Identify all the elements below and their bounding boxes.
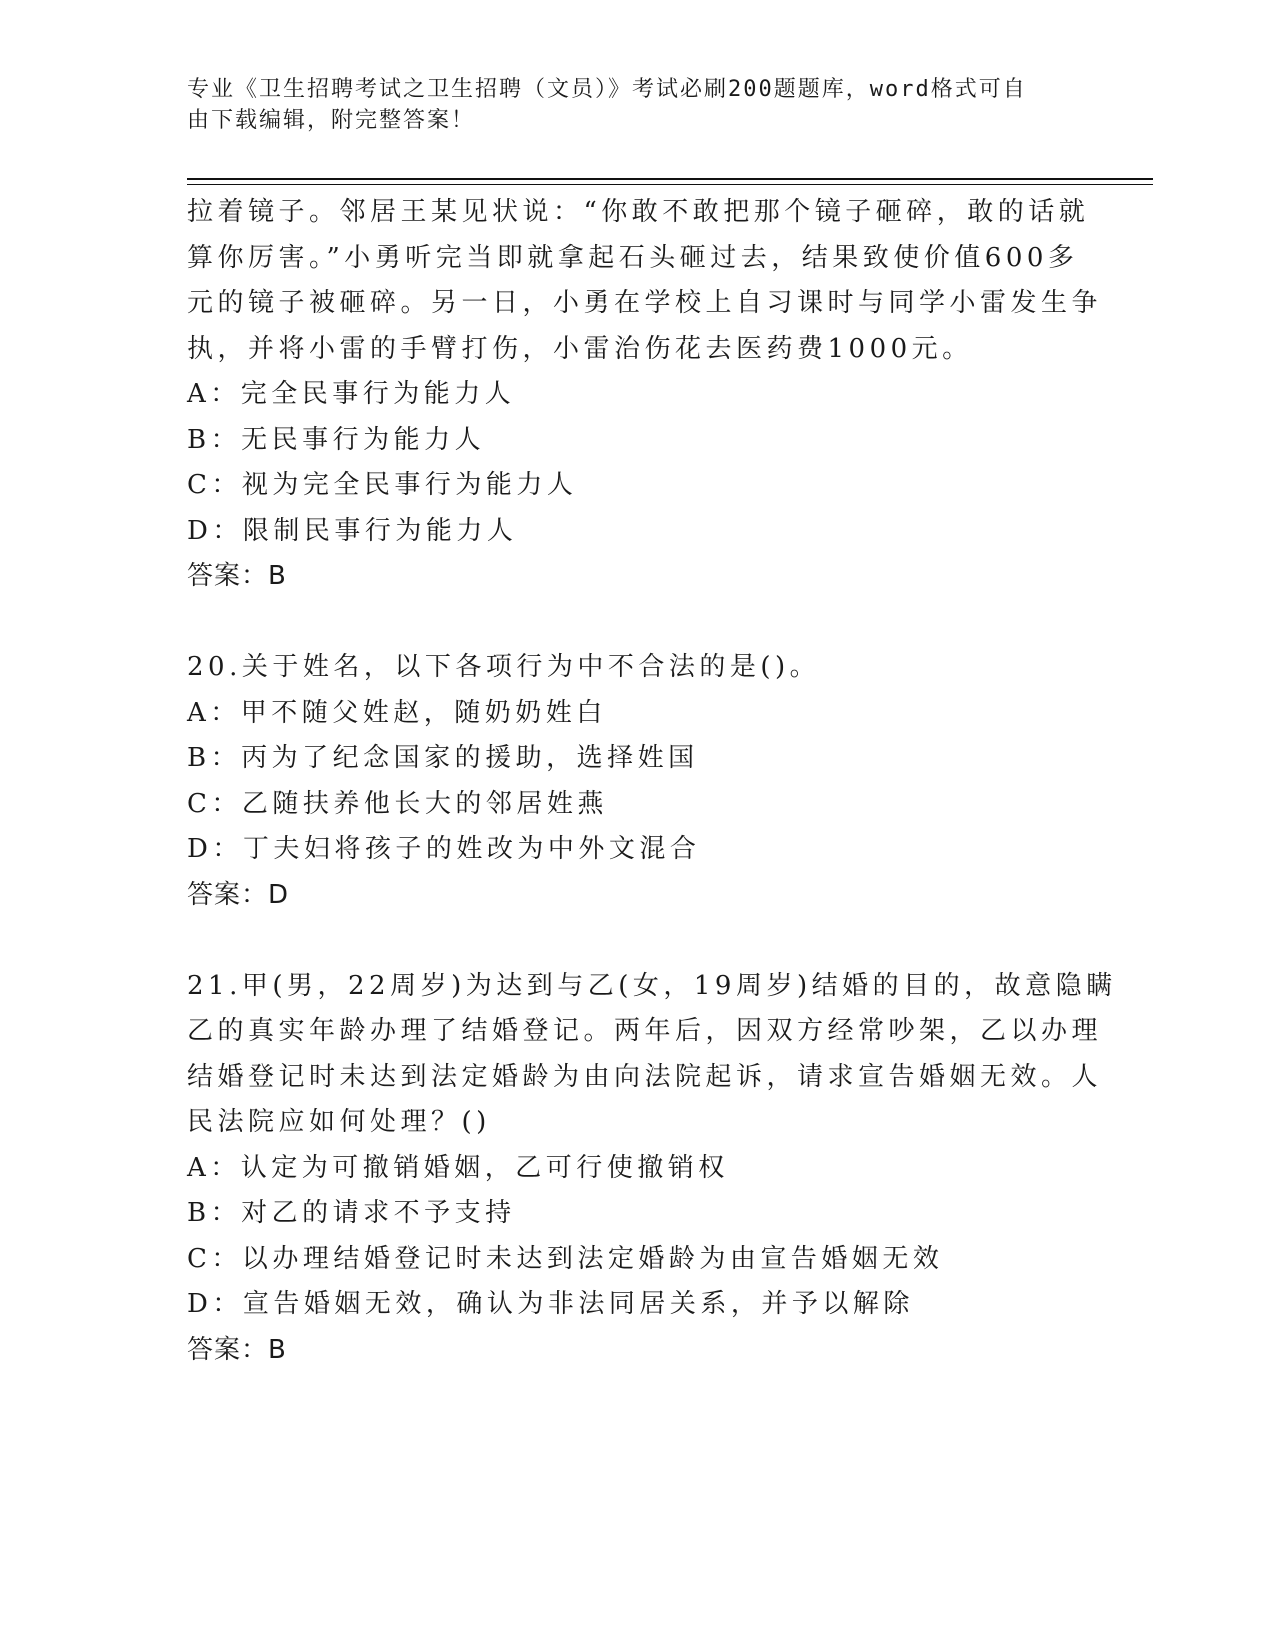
- option-c: C：视为完全民事行为能力人: [187, 470, 578, 500]
- option-a: A：认定为可撤销婚姻，乙可行使撤销权: [187, 1152, 729, 1183]
- document-header: [187, 74, 1067, 136]
- question-text-line: 元的镜子被砸碎。另一日，小勇在学校上自习课时与同学小雷发生争: [187, 288, 1103, 318]
- answer-line: 答案：B: [187, 1334, 287, 1365]
- option-d: D：宣告婚姻无效，确认为非法同居关系，并予以解除: [187, 1289, 914, 1319]
- question-text-line: 乙的真实年龄办理了结婚登记。两年后，因双方经常吵架，乙以办理: [187, 1016, 1103, 1046]
- option-b: B：对乙的请求不予支持: [187, 1198, 516, 1228]
- option-a: A：甲不随父姓赵，随奶奶姓白: [187, 697, 607, 728]
- header-line: 专业《卫生招聘考试之卫生招聘（文员）》考试必刷200题题库，word格式可自: [187, 77, 1027, 102]
- header-divider-thin: [187, 184, 1153, 185]
- answer-line: 答案：B: [187, 561, 287, 591]
- option-b: B：丙为了纪念国家的援助，选择姓国: [187, 743, 699, 773]
- question-21: [187, 964, 1117, 1374]
- question-spacer: [187, 918, 1067, 964]
- question-text-line: 拉着镜子。邻居王某见状说：“你敢不敢把那个镜子砸碎，敢的话就: [187, 197, 1090, 227]
- question-text-line: 20.关于姓名，以下各项行为中不合法的是()。: [187, 652, 821, 682]
- document-body: [187, 190, 1117, 1373]
- question-20: [187, 645, 1067, 918]
- answer-line: 答案：D: [187, 879, 290, 910]
- option-c: C：以办理结婚登记时未达到法定婚龄为由宣告婚姻无效: [187, 1243, 944, 1274]
- question-text-line: 民法院应如何处理？(): [187, 1107, 491, 1137]
- question-text-line: 结婚登记时未达到法定婚龄为由向法院起诉，请求宣告婚姻无效。人: [187, 1061, 1103, 1092]
- option-d: D：丁夫妇将孩子的姓改为中外文混合: [187, 834, 701, 864]
- option-d: D：限制民事行为能力人: [187, 515, 518, 546]
- question-text-line: 算你厉害。”小勇听完当即就拿起石头砸过去，结果致使价值600多: [187, 242, 1079, 273]
- option-b: B：无民事行为能力人: [187, 424, 486, 455]
- header-line: 由下载编辑，附完整答案！: [187, 108, 476, 133]
- question-spacer: [187, 600, 1067, 646]
- header-divider-thick: [187, 178, 1153, 180]
- question-text-line: 21.甲(男，22周岁)为达到与乙(女，19周岁)结婚的目的，故意隐瞒: [187, 970, 1117, 1001]
- option-a: A：完全民事行为能力人: [187, 379, 516, 409]
- question-19-continued: [187, 190, 1103, 600]
- question-text-line: 执，并将小雷的手臂打伤，小雷治伤花去医药费1000元。: [187, 333, 973, 364]
- option-c: C：乙随扶养他长大的邻居姓燕: [187, 788, 608, 819]
